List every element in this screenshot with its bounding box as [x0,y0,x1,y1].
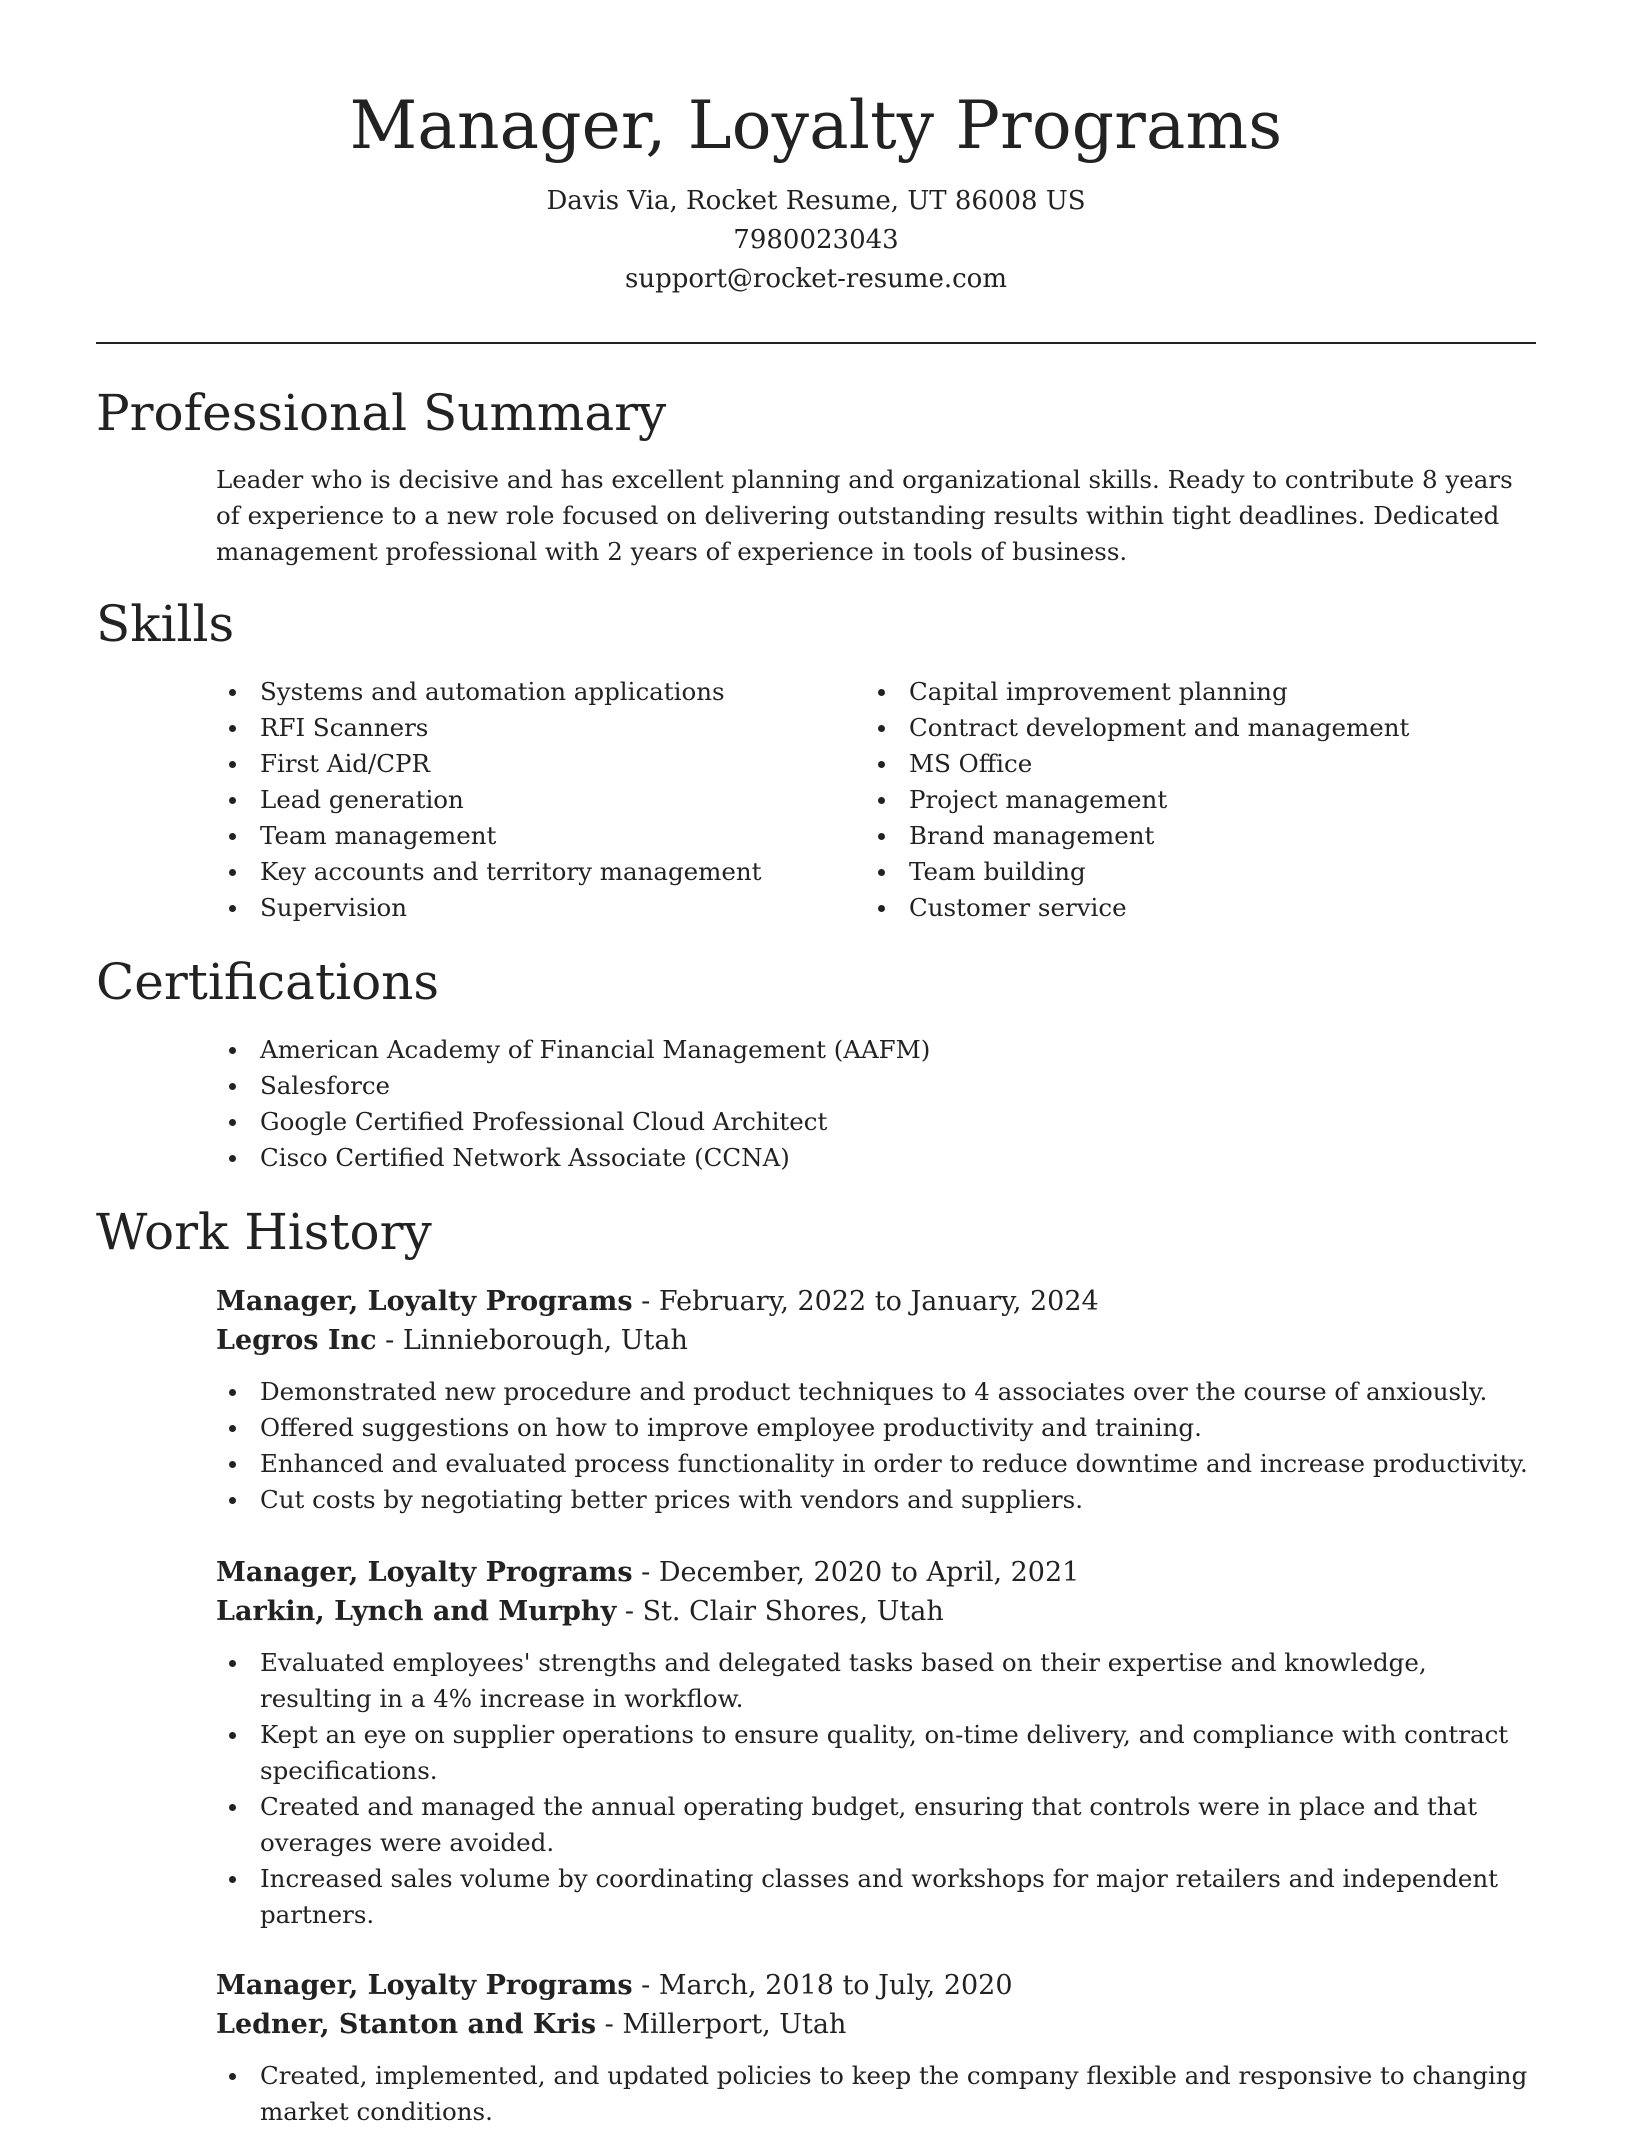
skill-item: First Aid/CPR [216,746,856,782]
job-employer [216,2005,846,2045]
certifications-list [216,1032,1536,1176]
summary-text: Leader who is decisive and has excellent planning and organizational skills. Ready to contribute 8 years of experience to a new role focused on delivering outstanding results within tight deadlines. Dedicated management professional with 2 years of experience in tools of business. [216,465,1513,566]
job-bullet: Demonstrated new procedure and product techniques to 4 associates over the course of anxiously. [216,1374,1536,1410]
job-bullet: Kept an eye on supplier operations to ensure quality, on-time delivery, and compliance with contract specifications. [216,1717,1536,1789]
job-heading [216,1553,1079,1593]
skill-item: Brand management [865,818,1536,854]
section-title-work-history: Work History [96,1203,432,1261]
job-location: Linnieborough, Utah [402,1325,688,1356]
skill-item: Supervision [216,890,856,926]
job-bullet: Increased sales volume by coordinating classes and workshops for major retailers and independent partners. [216,1861,1536,1933]
address: Davis Via, Rocket Resume, UT 86008 US [546,186,1086,216]
job-title: Manager, Loyalty Programs [216,1286,633,1317]
email: support@rocket-resume.com [624,264,1007,294]
separator: - [632,1557,659,1588]
job-dates: March, 2018 to July, 2020 [658,1970,1013,2001]
job-bullet: Cut costs by negotiating better prices with vendors and suppliers. [216,1482,1536,1518]
skill-item: MS Office [865,746,1536,782]
skills-list-left [216,674,856,926]
skill-item: Lead generation [216,782,856,818]
skill-item: Contract development and management [865,710,1536,746]
company-name: Legros Inc [216,1325,377,1356]
separator: - [596,2009,623,2040]
job-dates: February, 2022 to January, 2024 [658,1286,1099,1317]
certification-item: Google Certified Professional Cloud Architect [216,1104,1536,1140]
job-location: St. Clair Shores, Utah [642,1596,944,1627]
job-employer [216,1592,944,1632]
phone: 7980023043 [733,225,899,255]
job-employer [216,1321,688,1361]
job-heading [216,1966,1013,2006]
resume-header [0,82,1632,299]
section-title-summary: Professional Summary [96,384,667,442]
job-title: Manager, Loyalty Programs [216,1557,633,1588]
company-name: Larkin, Lynch and Murphy [216,1596,617,1627]
job-location: Millerport, Utah [622,2009,847,2040]
job-heading [216,1282,1099,1322]
job-dates: December, 2020 to April, 2021 [658,1557,1080,1588]
job-bullet: Enhanced and evaluated process functionality in order to reduce downtime and increase productivity. [216,1446,1536,1482]
skill-item: Project management [865,782,1536,818]
header-divider [96,342,1536,344]
section-title-certifications: Certifications [96,953,440,1011]
candidate-name: Manager, Loyalty Programs [349,87,1283,164]
job-bullets [216,1374,1536,1518]
certification-item: Salesforce [216,1068,1536,1104]
job-bullets [216,1645,1536,1933]
job-bullet: Created and managed the annual operating budget, ensuring that controls were in place and that overages were avoided. [216,1789,1536,1861]
skills-list-right [865,674,1536,926]
skill-item: RFI Scanners [216,710,856,746]
job-bullet: Created, implemented, and updated policies to keep the company flexible and responsive to changing market conditions. [216,2058,1536,2130]
skill-item: Systems and automation applications [216,674,856,710]
separator: - [376,1325,403,1356]
skill-item: Capital improvement planning [865,674,1536,710]
skill-item: Key accounts and territory management [216,854,856,890]
certification-item: American Academy of Financial Management (AAFM) [216,1032,1536,1068]
job-title: Manager, Loyalty Programs [216,1970,633,2001]
separator: - [632,1970,659,2001]
skill-item: Customer service [865,890,1536,926]
skill-item: Team building [865,854,1536,890]
certification-item: Cisco Certified Network Associate (CCNA) [216,1140,1536,1176]
section-title-skills: Skills [96,595,235,653]
job-bullet: Offered suggestions on how to improve employee productivity and training. [216,1410,1536,1446]
separator: - [616,1596,643,1627]
job-bullets [216,2058,1536,2130]
separator: - [632,1286,659,1317]
job-bullet: Evaluated employees' strengths and delegated tasks based on their expertise and knowledge, resulting in a 4% increase in workflow. [216,1645,1536,1717]
skill-item: Team management [216,818,856,854]
company-name: Ledner, Stanton and Kris [216,2009,597,2040]
